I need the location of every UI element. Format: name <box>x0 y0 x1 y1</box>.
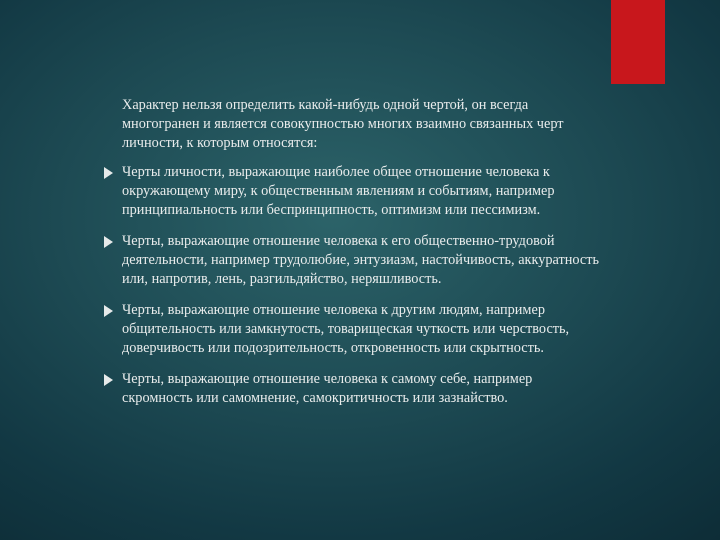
triangle-bullet-icon <box>104 305 113 317</box>
list-item <box>104 370 604 408</box>
triangle-bullet-icon <box>104 167 113 179</box>
list-item <box>104 232 604 289</box>
intro-paragraph: Характер нельзя определить какой-нибудь одной чертой, он всегда многогранен и является совокупностью многих взаимно связанных черт личности, к которым относятся: <box>122 97 564 151</box>
list-item-text: Черты, выражающие отношение человека к другим людям, например общительность или замкнутость, товарищеская чуткость или черствость, доверчивость или подозрительность, откровенность или скрытность. <box>122 302 570 356</box>
list-item-text: Черты, выражающие отношение человека к его общественно-трудовой деятельности, например трудолюбие, энтузиазм, настойчивость, аккуратность или, напротив, лень, разгильдяйство, неряшливость. <box>122 233 600 287</box>
list-item-text: Черты, выражающие отношение человека к самому себе, например скромность или самомнение, самокритичность или зазнайство. <box>122 371 533 406</box>
list-item <box>104 301 604 358</box>
triangle-bullet-icon <box>104 374 113 386</box>
list-item <box>104 163 604 220</box>
accent-bar <box>611 0 665 84</box>
slide-content <box>104 96 604 420</box>
triangle-bullet-icon <box>104 236 113 248</box>
list-item-text: Черты личности, выражающие наиболее общее отношение человека к окружающему миру, к общественным явлениям и событиям, например принципиальность или беспринципность, оптимизм или пессимизм. <box>122 164 555 218</box>
